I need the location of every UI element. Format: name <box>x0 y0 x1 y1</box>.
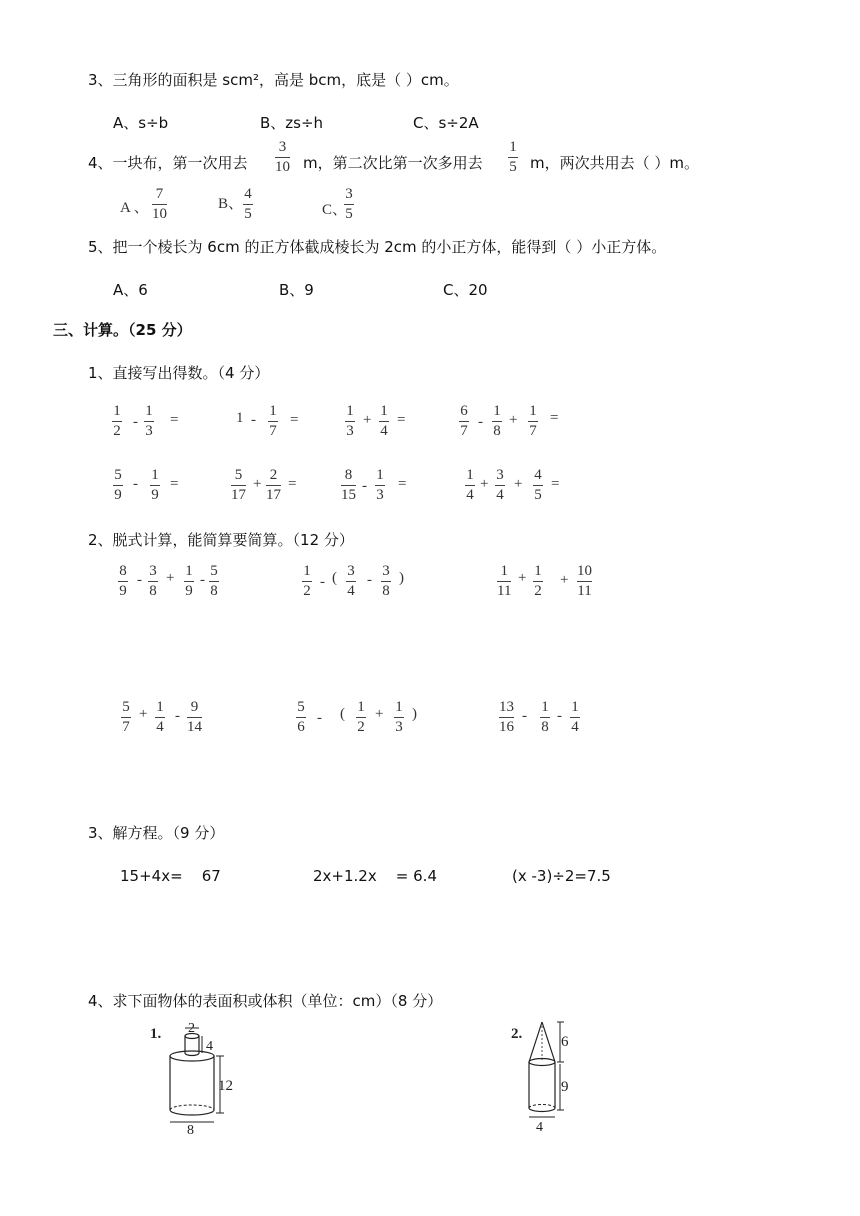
q4-option-c-fraction: 3 5 <box>345 186 353 222</box>
c1-r1-f8: 1 7 <box>529 403 537 439</box>
op-minus: - <box>522 708 527 724</box>
c1-r2-f7: 1 4 <box>466 467 474 503</box>
c1-r1-f3: 1 7 <box>269 403 277 439</box>
c2-s2-f4: 5 6 <box>297 699 305 735</box>
figure-2-label: 2. <box>511 1026 523 1042</box>
equals-sign: = <box>290 412 299 428</box>
equals-sign: = <box>397 412 406 428</box>
c2-s2-f6: 1 3 <box>395 699 403 735</box>
c2-s1-f6: 3 4 <box>347 563 355 599</box>
c2-s1-f8: 1 11 <box>497 563 512 599</box>
q3-option-a[interactable]: A、s÷b <box>113 114 169 132</box>
c2-s1-f2: 3 8 <box>149 563 157 599</box>
dim-top-height: 4 <box>206 1039 213 1054</box>
q4-stem-a: 4、一块布，第一次用去 <box>88 154 248 172</box>
q4-stem-b: m，第二次比第一次多用去 <box>303 154 483 172</box>
c2-s1-f3: 1 9 <box>185 563 193 599</box>
q4-fraction-2: 1 5 <box>509 139 517 175</box>
left-paren: ( <box>340 706 345 722</box>
equals-sign: = <box>398 476 407 492</box>
equals-sign: = <box>288 476 297 492</box>
c1-r1-f2: 1 3 <box>145 403 153 439</box>
op-minus: - <box>317 710 322 726</box>
q5-option-c[interactable]: C、20 <box>443 281 488 299</box>
q4-stem-c: m，两次共用去（ ）m。 <box>530 154 699 172</box>
op-minus: - <box>557 708 562 724</box>
dim-diameter-2: 4 <box>536 1120 543 1135</box>
c2-s2-f3: 9 14 <box>187 699 202 735</box>
q3-option-b[interactable]: B、zs÷h <box>260 114 324 132</box>
c1-r1-f7: 1 8 <box>493 403 501 439</box>
c1-r2-f1: 5 9 <box>114 467 122 503</box>
op-plus: + <box>480 476 489 492</box>
op-minus: - <box>478 414 483 430</box>
dim-cylinder-height: 9 <box>561 1079 569 1095</box>
c2-s2-f9: 1 4 <box>571 699 579 735</box>
equals-sign: = <box>550 410 559 426</box>
c1-r1-f6: 6 7 <box>460 403 468 439</box>
c2-s1-f10: 10 11 <box>577 563 592 599</box>
equals-sign: = <box>170 412 179 428</box>
c2-s1-f7: 3 8 <box>382 563 390 599</box>
c1-r2-f3: 5 17 <box>231 467 246 503</box>
c1-r1-f5: 1 4 <box>380 403 388 439</box>
equals-sign: = <box>170 476 179 492</box>
op-minus: - <box>133 476 138 492</box>
c2-s1-f5: 1 2 <box>303 563 311 599</box>
op-plus: + <box>166 570 175 586</box>
c1-r2-f6: 1 3 <box>376 467 384 503</box>
c1-r2-f9: 4 5 <box>534 467 542 503</box>
equation-2: 2x+1.2x = 6.4 <box>313 867 437 885</box>
figure-2-cone-cylinder <box>508 1018 598 1136</box>
c1-r2-f2: 1 9 <box>151 467 159 503</box>
c1-r1-f1: 1 2 <box>113 403 121 439</box>
q3-option-c[interactable]: C、s÷2A <box>413 114 479 132</box>
dim-cone-height: 6 <box>561 1034 569 1050</box>
calc2-title: 2、脱式计算，能简算要简算。（12 分） <box>88 531 354 549</box>
op-plus: + <box>518 570 527 586</box>
op-plus: + <box>514 476 523 492</box>
calc3-title: 3、解方程。（9 分） <box>88 824 225 842</box>
c2-s1-f9: 1 2 <box>534 563 542 599</box>
section-3-title: 三、计算。（25 分） <box>53 321 192 339</box>
c1-r2-f8: 3 4 <box>496 467 504 503</box>
equation-1: 15+4x= 67 <box>120 867 221 885</box>
q4-option-c-label[interactable]: C、 <box>322 202 348 218</box>
equals-sign: = <box>551 476 560 492</box>
c2-s1-f1: 8 9 <box>119 563 127 599</box>
equation-3: (x -3)÷2=7.5 <box>512 867 611 885</box>
dim-top-diameter: 2 <box>188 1021 195 1036</box>
c1-r1-f4: 1 3 <box>346 403 354 439</box>
op-minus: - <box>251 412 256 428</box>
q5-option-b[interactable]: B、9 <box>279 281 314 299</box>
c2-s2-f5: 1 2 <box>357 699 365 735</box>
op-plus: + <box>253 476 262 492</box>
op-minus: - <box>133 414 138 430</box>
op-minus: - <box>200 572 205 588</box>
op-minus: - <box>137 572 142 588</box>
q4-fraction-1: 3 10 <box>275 139 290 175</box>
op-plus: + <box>363 412 372 428</box>
left-paren: ( <box>332 570 337 586</box>
q4-option-b-label[interactable]: B、 <box>218 196 244 212</box>
dim-diameter: 8 <box>187 1123 194 1136</box>
op-minus: - <box>367 572 372 588</box>
right-paren: ) <box>412 706 417 722</box>
c1-r2-f5: 8 15 <box>341 467 356 503</box>
q5-stem: 5、把一个棱长为 6cm 的正方体截成棱长为 2cm 的小正方体，能得到（ ）小正方体。 <box>88 238 667 256</box>
calc4-title: 4、求下面物体的表面积或体积（单位：cm）（8 分） <box>88 992 443 1010</box>
c2-s2-f8: 1 8 <box>541 699 549 735</box>
c2-s2-f1: 5 7 <box>122 699 130 735</box>
op-minus: - <box>362 478 367 494</box>
op-minus: - <box>175 708 180 724</box>
figure-1-cylinders <box>140 1018 250 1136</box>
q5-option-a[interactable]: A、6 <box>113 281 148 299</box>
op-plus: + <box>509 412 518 428</box>
op-minus: - <box>320 574 325 590</box>
q3-stem: 3、三角形的面积是 scm²，高是 bcm，底是（ ）cm。 <box>88 71 459 89</box>
c2-s2-f7: 13 16 <box>499 699 514 735</box>
figure-1-label: 1. <box>150 1026 162 1042</box>
dim-height: 12 <box>218 1078 233 1094</box>
q4-option-a-fraction: 7 10 <box>152 186 167 222</box>
calc1-title: 1、直接写出得数。（4 分） <box>88 364 270 382</box>
c2-s1-f4: 5 8 <box>210 563 218 599</box>
c1-r2-f4: 2 17 <box>266 467 281 503</box>
q4-option-a-label[interactable]: A 、 <box>120 200 149 216</box>
c1-r1-whole: 1 <box>236 410 244 426</box>
c2-s2-f2: 1 4 <box>156 699 164 735</box>
right-paren: ) <box>399 570 404 586</box>
op-plus: + <box>560 572 569 588</box>
q4-option-b-fraction: 4 5 <box>244 186 252 222</box>
op-plus: + <box>375 706 384 722</box>
op-plus: + <box>139 706 148 722</box>
